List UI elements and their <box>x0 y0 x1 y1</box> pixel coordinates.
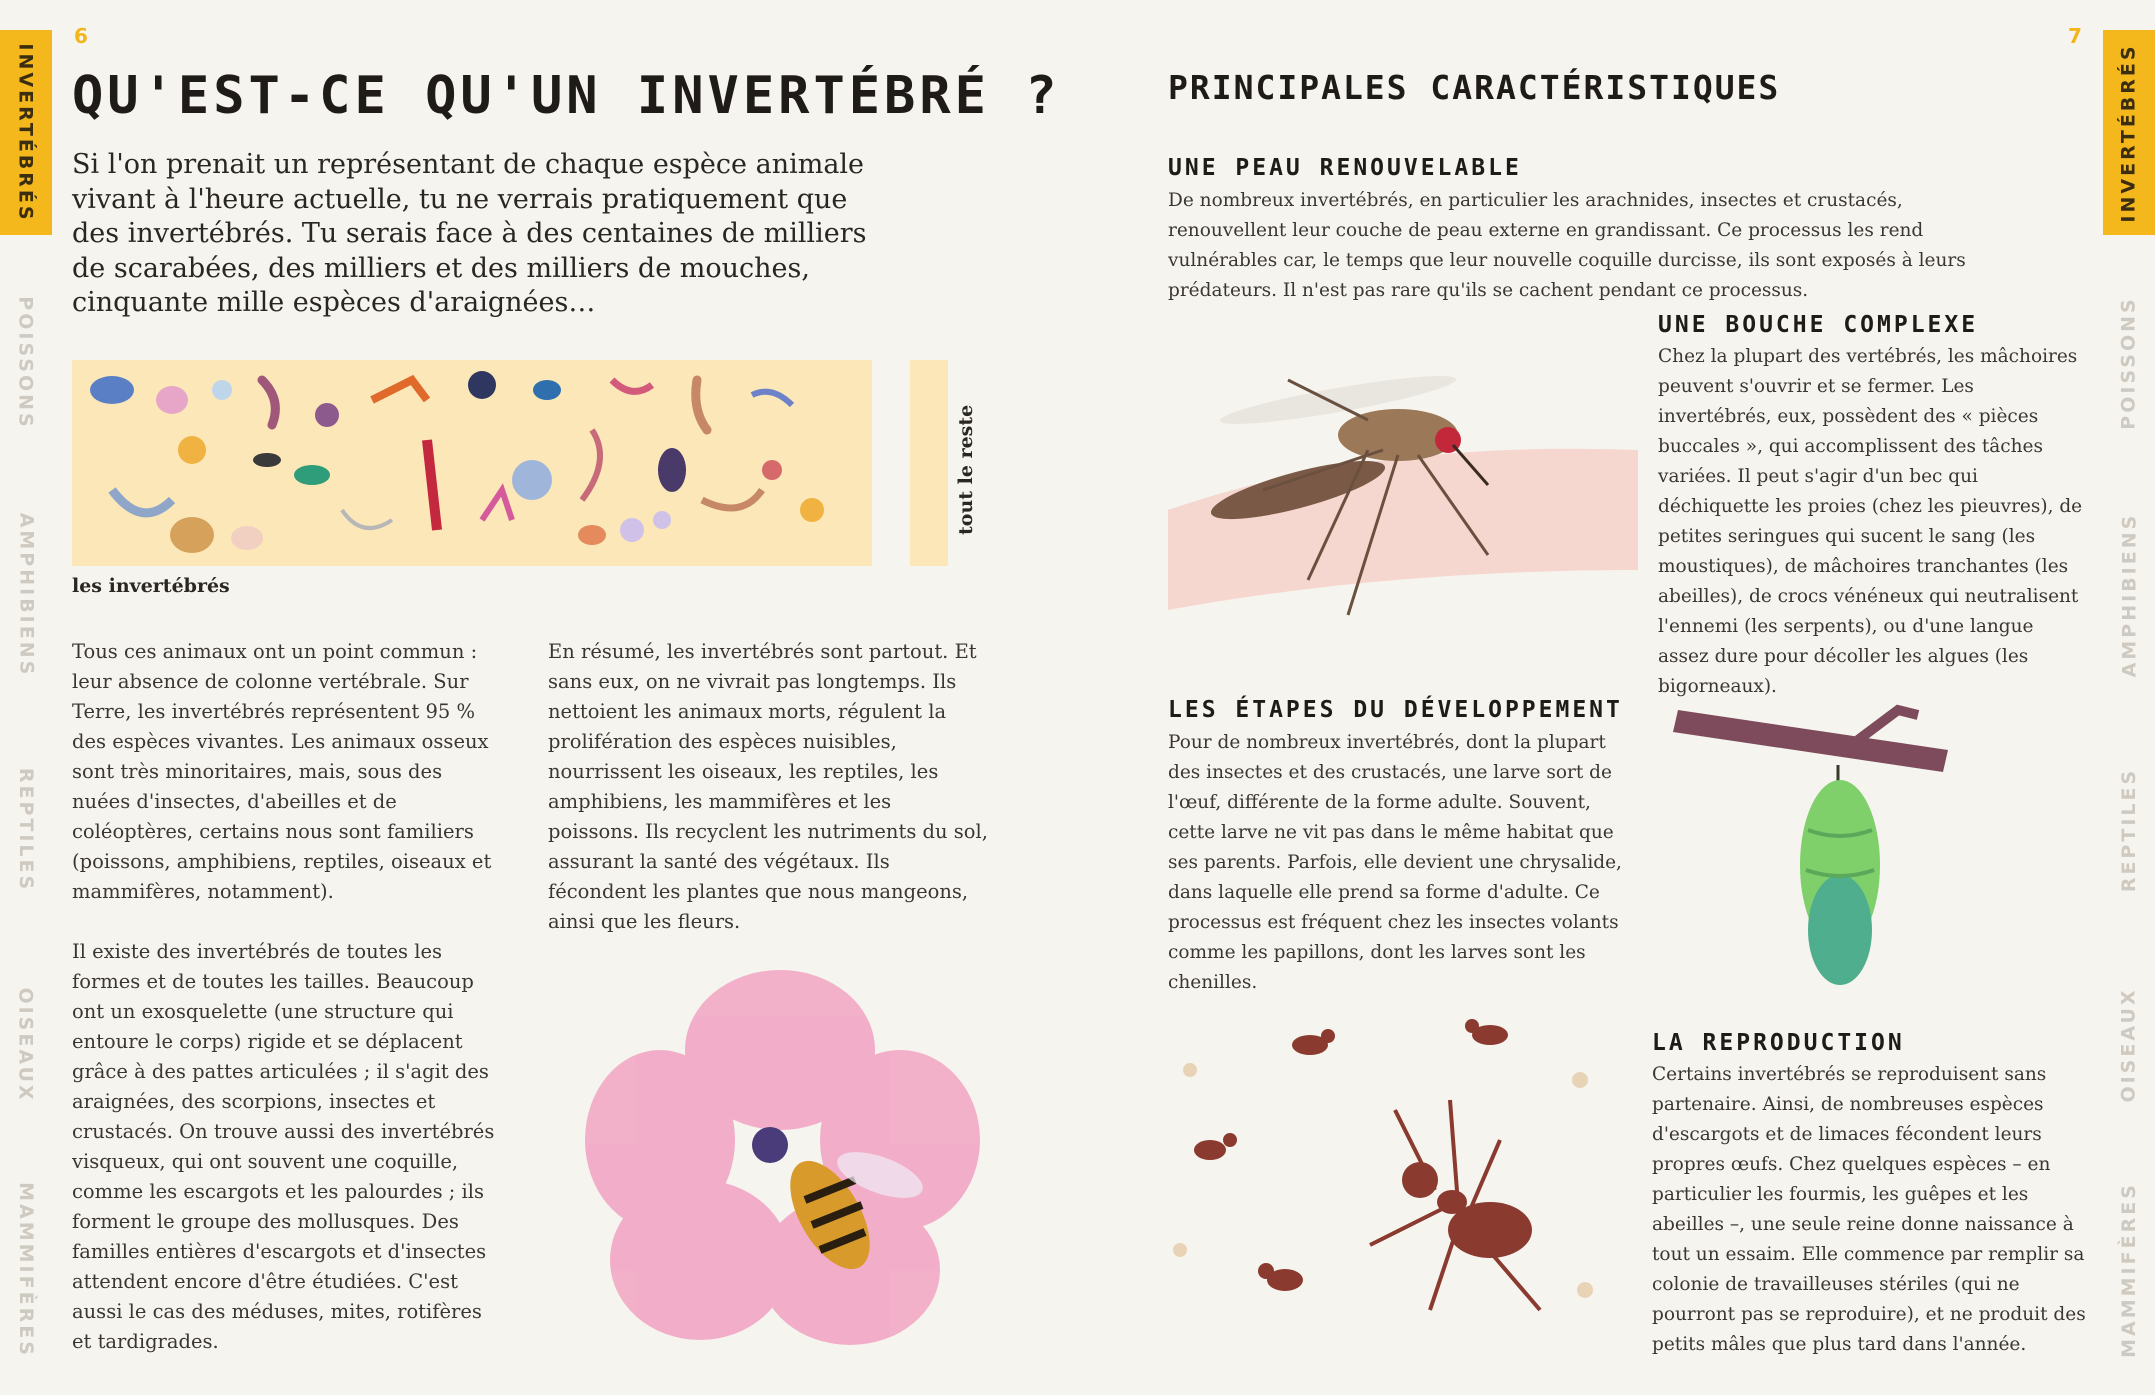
page-number-right: 7 <box>2068 24 2082 48</box>
tab-invertebres-right[interactable]: INVERTÉBRÉS <box>2103 30 2155 235</box>
section-title-skin: UNE PEAU RENOUVELABLE <box>1168 155 1522 181</box>
intro-text: Si l'on prenait un représentant de chaque espèce animale vivant à l'heure actuelle, tu ne verrais pratiquement que des invertébrés. Tu serais face à des centaines de milliers de scarabées, des milliers et des milliers de mouches, cinquante mille espèces d'araignées… <box>72 149 867 318</box>
right-column-text <box>548 637 988 967</box>
tab-invertebres-left[interactable]: INVERTÉBRÉS <box>0 30 52 235</box>
chrysalis-illustration <box>1668 680 1968 1010</box>
ants-illustration <box>1160 990 1600 1340</box>
paragraph-shapes-sizes: Il existe des invertébrés de toutes les formes et de toutes les tailles. Beaucoup ont un exosquelette (une structure qui entoure le corps) rigide et se déplacent grâce à des pattes articulées ; il s'agit des araignées, des scorpions, insectes et crustacés. On trouve aussi des invertébrés visqueux, qui ont souvent une coquille, comme les escargots et les palourdes ; ils forment le groupe des mollusques. Des familles entières d'escargots et d'insectes attendent encore d'être étudiées. C'est aussi le cas des méduses, mites, rotifères et tardigrades. <box>72 940 495 1353</box>
tab-oiseaux-left[interactable]: OISEAUX <box>15 987 37 1103</box>
features-title: PRINCIPALES CARACTÉRISTIQUES <box>1168 68 1781 107</box>
paragraph-summary: En résumé, les invertébrés sont partout. Et sans eux, on ne vivrait pas longtemps. Ils nettoient les animaux morts, régulent la prolifération des espèces nuisibles, nourrissent les oiseaux, les reptiles, les amphibiens, les mammifères et les poissons. Ils recyclent les nutriments du sol, assurant la santé des végétaux. Ils fécondent les plantes que nous mangeons, ainsi que les fleurs. <box>548 640 988 933</box>
tab-poissons-right[interactable]: POISSONS <box>2118 296 2140 430</box>
tab-reptiles-right[interactable]: REPTILES <box>2118 767 2140 893</box>
section-text-reproduction: Certains invertébrés se reproduisent sans partenaire. Ainsi, de nombreuses espèces d'escargots et de limaces fécondent leurs propres œufs. Chez quelques espèces – en particulier les fourmis, les guêpes et les abeilles –, une seule reine donne naissance à tout un essaim. Elle commence par remplir sa colonie de travailleuses stériles (qui ne pourront pas se reproduire), et ne produit des petits mâles que plus tard dans l'année. <box>1652 1064 2086 1355</box>
tab-mammiferes-right[interactable]: MAMMIFÈRES <box>2118 1182 2140 1358</box>
caption-rest: tout le reste <box>955 404 977 535</box>
section-text-mouth: Chez la plupart des vertébrés, les mâchoires peuvent s'ouvrir et se fermer. Les invertébrés, eux, possèdent des « pièces buccales », qui accomplissent des tâches variées. Il peut s'agir d'un bec qui déchiquette les proies (chez les pieuvres), de petites seringues qui sucent le sang (les moustiques), de mâchoires tranchantes (les abeilles), de crocs vénéneux qui neutralisent l'ennemi (les serpents), ou d'une langue assez dure pour décoller les algues (les bigorneaux). <box>1658 346 2083 697</box>
tab-mammiferes-left[interactable]: MAMMIFÈRES <box>15 1182 37 1358</box>
section-title-reproduction: LA REPRODUCTION <box>1652 1030 1905 1056</box>
left-column-text <box>72 637 502 1387</box>
paragraph-common-point: Tous ces animaux ont un point commun : leur absence de colonne vertébrale. Sur Terre, les invertébrés représentent 95 % des espèces vivantes. Les animaux osseux sont très minoritaires, mais, sous des nuées d'insectes, d'abeilles et de coléoptères, certains nous sont familiers (poissons, amphibiens, reptiles, oiseaux et mammifères, notamment). <box>72 640 492 903</box>
page-title: QU'EST-CE QU'UN INVERTÉBRÉ ? <box>72 66 1061 126</box>
tab-amphibiens-left[interactable]: AMPHIBIENS <box>15 512 37 678</box>
tab-oiseaux-right[interactable]: OISEAUX <box>2118 987 2140 1103</box>
mosquito-illustration <box>1168 360 1638 640</box>
section-text-skin: De nombreux invertébrés, en particulier les arachnides, insectes et crustacés, renouvellent leur couche de peau externe en grandissant. Ce processus les rend vulnérables car, le temps que leur nouvelle coquille durcisse, ils sont exposés à leurs prédateurs. Il n'est pas rare qu'ils se cachent pendant ce processus. <box>1168 190 1966 301</box>
page-number-left: 6 <box>74 24 88 48</box>
section-title-mouth: UNE BOUCHE COMPLEXE <box>1658 312 1979 338</box>
section-text-development: Pour de nombreux invertébrés, dont la plupart des insectes et des crustacés, une larve sort de l'œuf, différente de la forme adulte. Souvent, cette larve ne vit pas dans le même habitat que ses parents. Parfois, elle devient une chrysalide, dans laquelle elle prend sa forme d'adulte. Ce processus est fréquent chez les insectes volants comme les papillons, dont les larves sont les chenilles. <box>1168 732 1622 993</box>
rest-of-animals-bar <box>910 360 948 566</box>
tab-reptiles-left[interactable]: REPTILES <box>15 767 37 893</box>
invertebrates-illustration <box>72 360 872 566</box>
bee-flower-illustration <box>580 970 980 1350</box>
tab-poissons-left[interactable]: POISSONS <box>15 296 37 430</box>
section-title-development: LES ÉTAPES DU DÉVELOPPEMENT <box>1168 697 1623 723</box>
tab-amphibiens-right[interactable]: AMPHIBIENS <box>2118 512 2140 678</box>
caption-invertebrates: les invertébrés <box>72 575 230 597</box>
